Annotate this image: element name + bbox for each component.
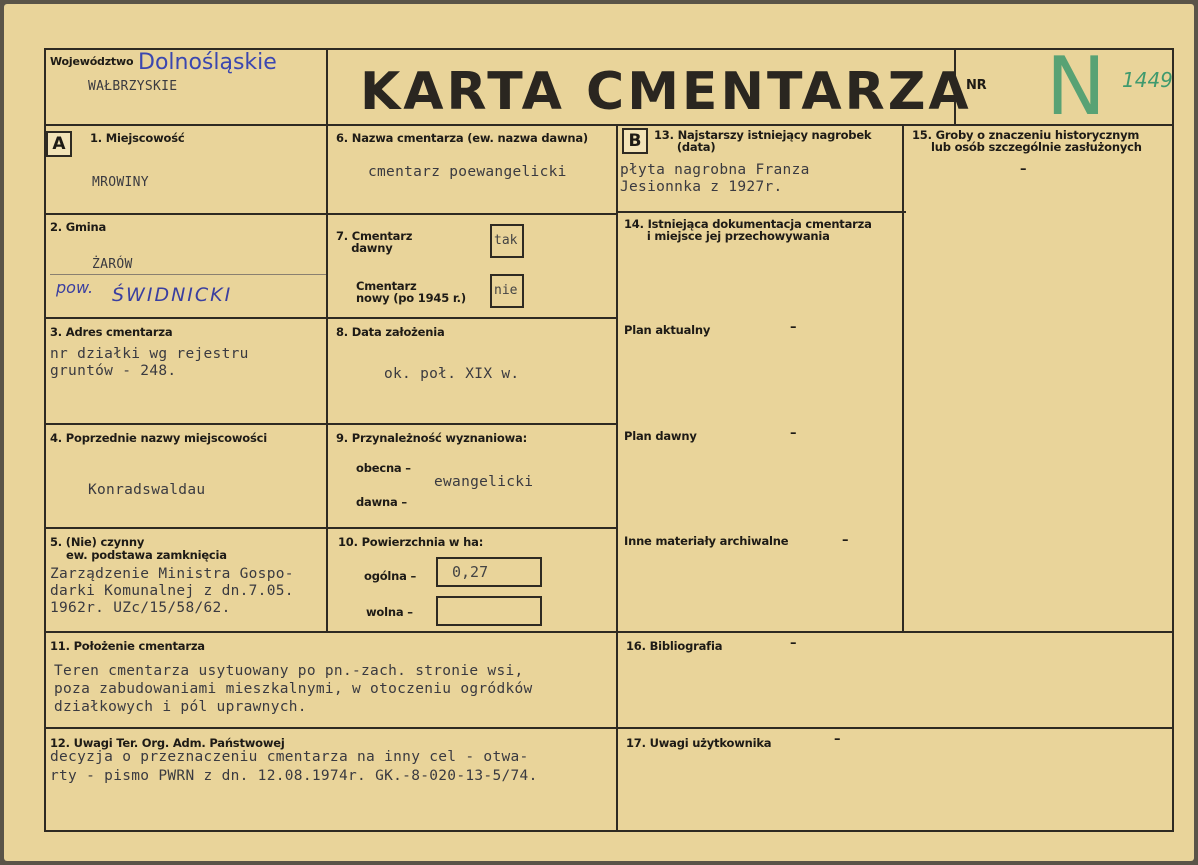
- divider: [44, 124, 1174, 126]
- field-14-plan-old: Plan dawny: [624, 429, 697, 443]
- divider: [44, 727, 1174, 729]
- field-10-free-box: [436, 596, 542, 626]
- field-7-old-box: tak: [490, 224, 524, 258]
- field-13-value: płyta nagrobna Franza Jesionnka z 1927r.: [620, 162, 810, 195]
- divider: [326, 48, 328, 631]
- field-14-plan-old-dash: –: [790, 426, 797, 441]
- field-2-handwritten-value: ŚWIDNICKI: [112, 284, 233, 306]
- field-12-value: decyzja o przeznaczeniu cmentarza na inny cel - otwa- rty - pismo PWRN z dn. 12.08.1974r. GK.-8-020-13-5/74.: [50, 749, 538, 784]
- field-16-value: –: [790, 636, 797, 651]
- field-2-label: 2. Gmina: [50, 220, 107, 234]
- field-7-new-box: nie: [490, 274, 524, 308]
- field-6-value: cmentarz poewangelicki: [368, 164, 567, 180]
- field-17-value: –: [834, 732, 841, 747]
- field-9-current-label: obecna –: [356, 461, 411, 475]
- divider: [44, 527, 616, 529]
- field-3-value: nr działki wg rejestru gruntów - 248.: [50, 346, 249, 379]
- field-9-label: 9. Przynależność wyznaniowa:: [336, 431, 527, 445]
- field-6-label: 6. Nazwa cmentarza (ew. nazwa dawna): [336, 131, 588, 145]
- divider: [902, 124, 904, 631]
- section-b-marker: B: [622, 128, 648, 154]
- field-11-value: Teren cmentarza usytuowany po pn.-zach. stronie wsi, poza zabudowaniami mieszkalnymi, w otoczeniu ogródków działkowych i pól uprawnych.: [54, 663, 533, 715]
- field-1-value: MROWINY: [92, 175, 149, 190]
- field-3-label: 3. Adres cmentarza: [50, 325, 173, 339]
- field-10-label: 10. Powierzchnia w ha:: [338, 535, 484, 549]
- field-12-label: 12. Uwagi Ter. Org. Adm. Państwowej: [50, 736, 285, 750]
- divider: [44, 213, 616, 215]
- field-5-label: 5. (Nie) czynny: [50, 535, 145, 549]
- field-10-total-box: 0,27: [436, 557, 542, 587]
- cemetery-card: [4, 4, 1194, 861]
- field-14-label: 14. Istniejąca dokumentacja cmentarza i miejsce jej przechowywania: [624, 217, 872, 243]
- divider: [44, 631, 1174, 633]
- field-14-other: Inne materiały archiwalne: [624, 534, 789, 548]
- field-5-sublabel: ew. podstawa zamknięcia: [66, 548, 227, 562]
- field-14-other-dash: –: [842, 533, 849, 548]
- field-10-free-label: wolna –: [366, 605, 413, 619]
- field-8-label: 8. Data założenia: [336, 325, 445, 339]
- field-15-label: 15. Groby o znaczeniu historycznym lub osób szczególnie zasłużonych: [912, 128, 1142, 154]
- field-10-total-label: ogólna –: [364, 569, 417, 583]
- section-a-marker: A: [46, 131, 72, 157]
- divider: [616, 124, 618, 831]
- nr-label: NR: [966, 78, 987, 93]
- voivodeship-typed: WAŁBRZYSKIE: [88, 79, 178, 94]
- field-8-value: ok. poł. XIX w.: [384, 366, 520, 382]
- field-11-label: 11. Położenie cmentarza: [50, 639, 205, 653]
- field-17-label: 17. Uwagi użytkownika: [626, 736, 772, 750]
- field-2-handwritten-prefix: pow.: [56, 278, 94, 297]
- divider: [44, 317, 616, 319]
- field-14-plan-current-dash: –: [790, 320, 797, 335]
- divider: [44, 423, 616, 425]
- field-15-value: –: [1020, 162, 1027, 177]
- field-2-underline: [50, 274, 326, 275]
- field-5-value: Zarządzenie Ministra Gospo- darki Komunalnej z dn.7.05. 1962r. UZc/15/58/62.: [50, 566, 294, 616]
- nr-stamp: N: [1046, 40, 1106, 133]
- field-1-label: 1. Miejscowość: [90, 131, 185, 145]
- field-14-plan-current: Plan aktualny: [624, 323, 711, 337]
- field-4-value: Konradswaldau: [88, 482, 206, 498]
- field-9-value: ewangelicki: [434, 474, 534, 490]
- field-7-old-label: 7. Cmentarz dawny: [336, 229, 413, 255]
- card-title: KARTA CMENTARZA: [360, 62, 972, 122]
- field-4-label: 4. Poprzednie nazwy miejscowości: [50, 431, 267, 445]
- field-9-former-label: dawna –: [356, 495, 407, 509]
- voivodeship-label: Województwo: [50, 55, 134, 68]
- divider: [616, 211, 906, 213]
- field-13-label: 13. Najstarszy istniejący nagrobek (data): [654, 128, 872, 154]
- field-2-value: ŻARÓW: [92, 257, 133, 272]
- nr-number: 1449: [1122, 68, 1173, 92]
- field-7-new-label: Cmentarz nowy (po 1945 r.): [356, 279, 466, 305]
- voivodeship-stamp: Dolnośląskie: [138, 50, 277, 75]
- field-16-label: 16. Bibliografia: [626, 639, 723, 653]
